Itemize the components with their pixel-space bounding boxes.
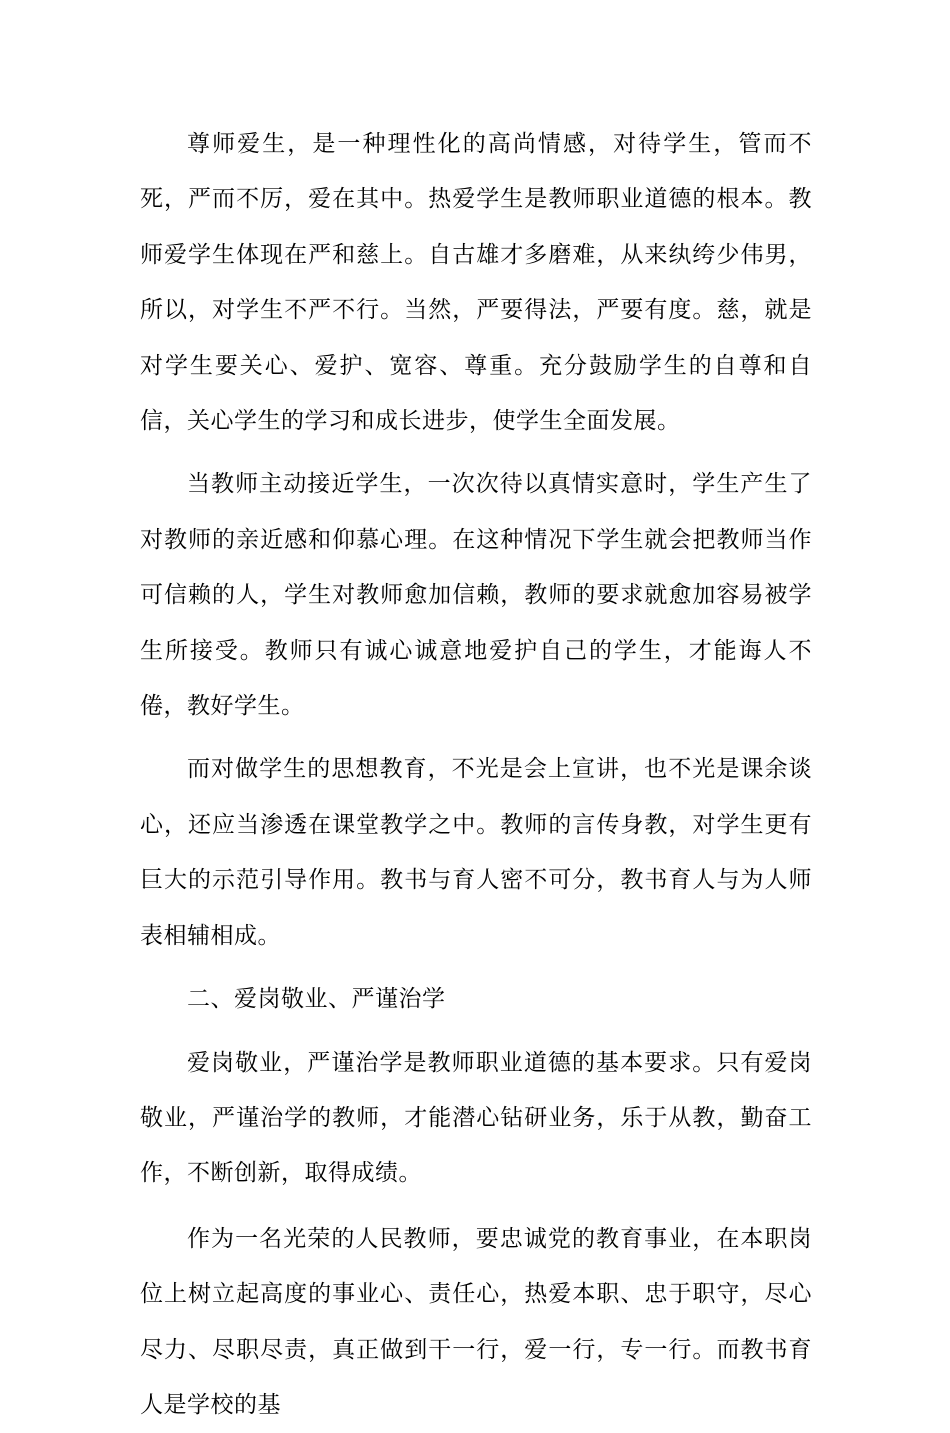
paragraph-teacher-approach-students: 当教师主动接近学生，一次次待以真情实意时，学生产生了对教师的亲近感和仰慕心理。在这种情况下学生就会把教师当作可信赖的人，学生对教师愈加信赖，教师的要求就愈加容易被学生所接受。教师只有诚心诚意地爱护自己的学生，才能诲人不倦，教好学生。 xyxy=(140,471,812,720)
paragraph-dedication-requirements: 爱岗敬业，严谨治学是教师职业道德的基本要求。只有爱岗敬业，严谨治学的教师，才能潜心钻研业务，乐于从教，勤奋工作，不断创新，取得成绩。 xyxy=(140,1049,812,1187)
paragraph-respect-teachers-love-students: 尊师爱生，是一种理性化的高尚情感，对待学生，管而不死，严而不厉，爱在其中。热爱学生是教师职业道德的根本。教师爱学生体现在严和慈上。自古雄才多磨难，从来纨绔少伟男，所以，对学生不严不行。当然，严要得法，严要有度。慈，就是对学生要关心、爱护、宽容、尊重。充分鼓励学生的自尊和自信，关心学生的学习和成长进步，使学生全面发展。 xyxy=(140,131,812,435)
document-page xyxy=(140,117,812,1433)
paragraph-ideological-education: 而对做学生的思想教育，不光是会上宣讲，也不光是课余谈心，还应当渗透在课堂教学之中。教师的言传身教，对学生更有巨大的示范引导作用。教书与育人密不可分，教书育人与为人师表相辅相成。 xyxy=(140,756,812,949)
paragraph-glorious-teacher: 作为一名光荣的人民教师，要忠诚党的教育事业，在本职岗位上树立起高度的事业心、责任心，热爱本职、忠于职守，尽心尽力、尽职尽责，真正做到干一行，爱一行，专一行。而教书育人是学校的基 xyxy=(140,1225,812,1418)
section-heading-dedication: 二、爱岗敬业、严谨治学 xyxy=(187,986,446,1013)
